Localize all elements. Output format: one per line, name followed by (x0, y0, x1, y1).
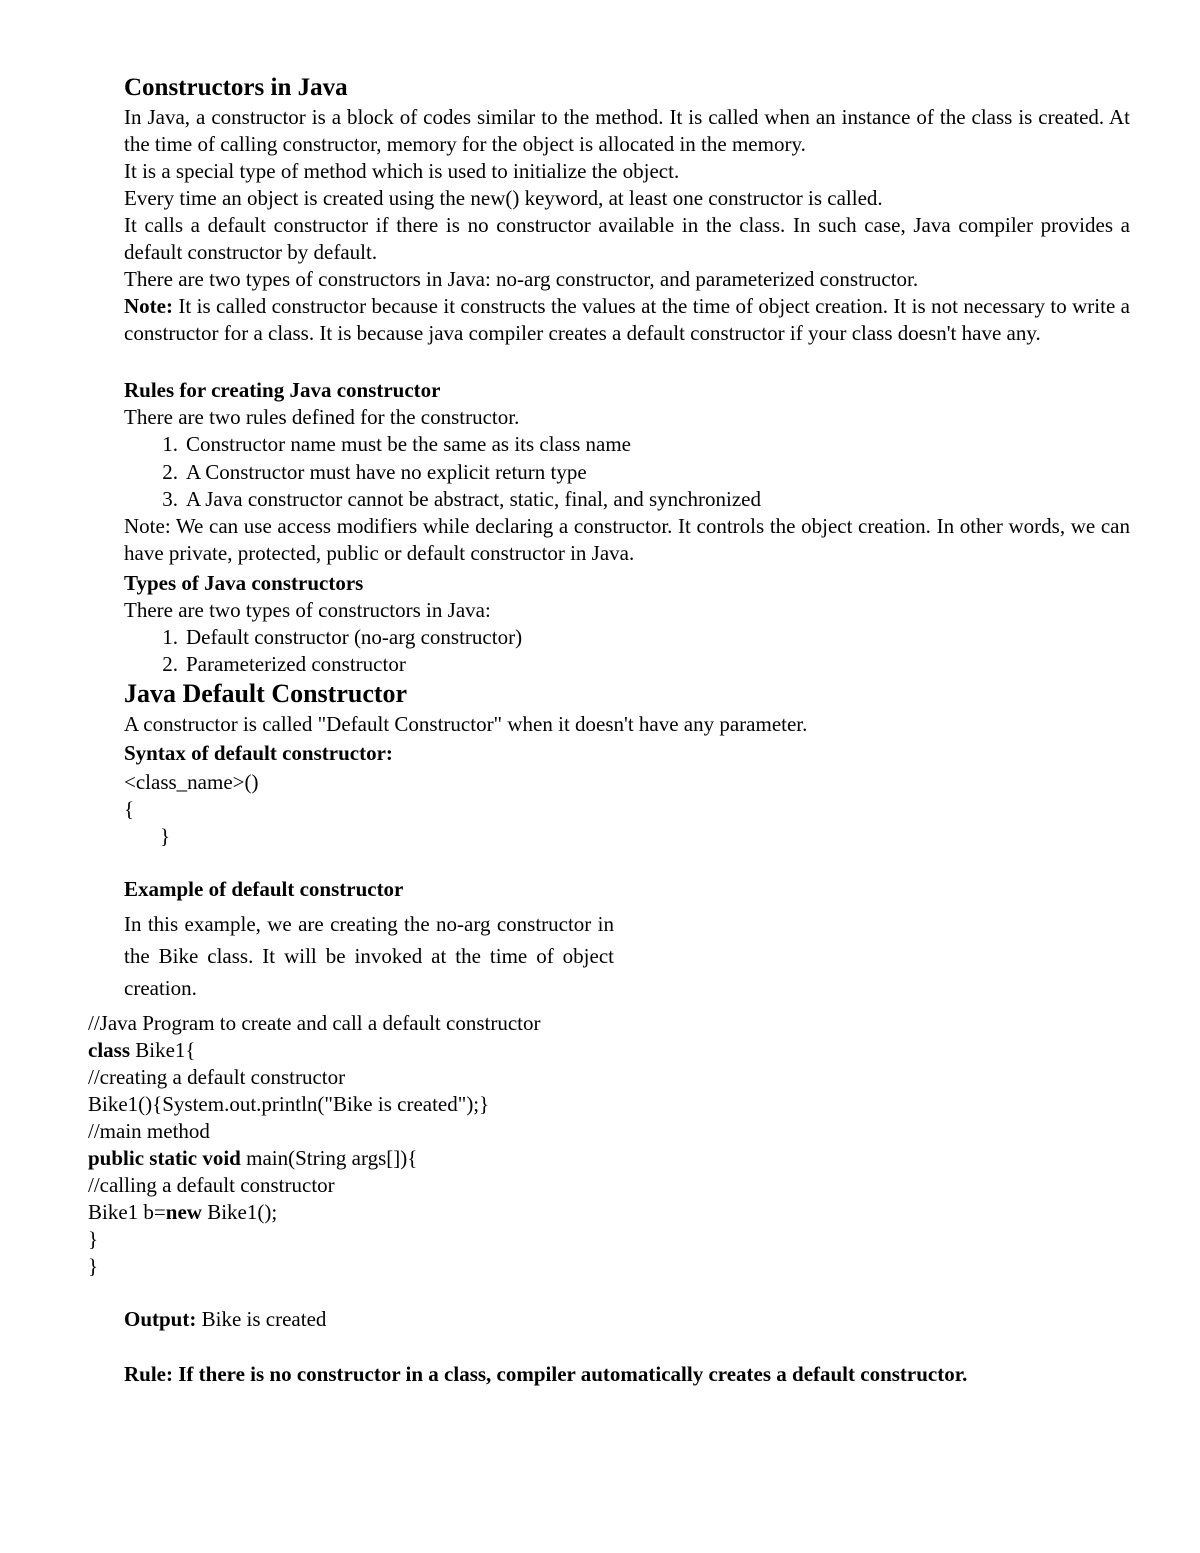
intro-paragraph-3: Every time an object is created using the new() keyword, at least one constructor is called. (124, 186, 883, 210)
rules-note: Note: We can use access modifiers while declaring a constructor. It controls the object creation. In other words, we can have private, protected, public or default constructor in Java. (124, 514, 1130, 565)
code-line: Bike1 b=new Bike1(); (88, 1200, 278, 1224)
code-line: } (88, 1254, 99, 1278)
list-item: 1. Default constructor (no-arg constructor) (162, 625, 523, 649)
code-line: //main method (88, 1119, 210, 1143)
output-line (124, 1306, 326, 1333)
output-label: Output: (124, 1307, 197, 1331)
intro-note (124, 293, 1130, 347)
code-line: } (88, 1227, 99, 1251)
section-heading-default-constructor: Java Default Constructor (124, 679, 408, 708)
list-item: 2. A Constructor must have no explicit return type (162, 460, 587, 484)
code-line: //creating a default constructor (88, 1065, 346, 1089)
output-text: Bike is created (196, 1307, 327, 1331)
rules-lead: There are two rules defined for the constructor. (124, 405, 520, 429)
list-item: 3. A Java constructor cannot be abstract, static, final, and synchronized (162, 487, 761, 511)
types-heading: Types of Java constructors (124, 571, 364, 595)
note-label: Note: (124, 294, 173, 318)
types-lead: There are two types of constructors in Java: (124, 598, 491, 622)
syntax-line: <class_name>() (124, 770, 259, 794)
default-constructor-description: A constructor is called "Default Constructor" when it doesn't have any parameter. (124, 712, 808, 736)
example-heading: Example of default constructor (124, 877, 404, 901)
intro-paragraph-5: There are two types of constructors in Java: no-arg constructor, and parameterized constructor. (124, 267, 919, 291)
intro-paragraph-2: It is a special type of method which is used to initialize the object. (124, 159, 680, 183)
code-line: //calling a default constructor (88, 1173, 335, 1197)
code-line: public static void main(String args[]){ (88, 1146, 418, 1170)
syntax-heading: Syntax of default constructor: (124, 741, 393, 765)
example-description: In this example, we are creating the no-arg constructor in the Bike class. It will be invoked at the time of object creation. (124, 912, 614, 1000)
code-line: Bike1(){System.out.println("Bike is created");} (88, 1092, 490, 1116)
code-line: class Bike1{ (88, 1038, 196, 1062)
list-item: 1. Constructor name must be the same as its class name (162, 432, 631, 456)
rules-heading: Rules for creating Java constructor (124, 378, 441, 402)
code-line: //Java Program to create and call a default constructor (88, 1011, 541, 1035)
page-title: Constructors in Java (124, 74, 348, 101)
syntax-line: { (124, 797, 135, 821)
intro-paragraph-4: It calls a default constructor if there is no constructor available in the class. In such case, Java compiler provides a default constructor by default. (124, 213, 1130, 264)
intro-paragraph-1: In Java, a constructor is a block of codes similar to the method. It is called when an instance of the class is created. At the time of calling constructor, memory for the object is allocated in the memory. (124, 105, 1130, 156)
note-text: It is called constructor because it constructs the values at the time of object creation. It is not necessary to write a constructor for a class. It is because java compiler creates a default constructor if your class doesn't have any. (124, 294, 1130, 345)
rule-statement: Rule: If there is no constructor in a class, compiler automatically creates a default constructor. (124, 1362, 968, 1386)
syntax-line: } (160, 824, 171, 848)
list-item: 2. Parameterized constructor (162, 652, 406, 676)
